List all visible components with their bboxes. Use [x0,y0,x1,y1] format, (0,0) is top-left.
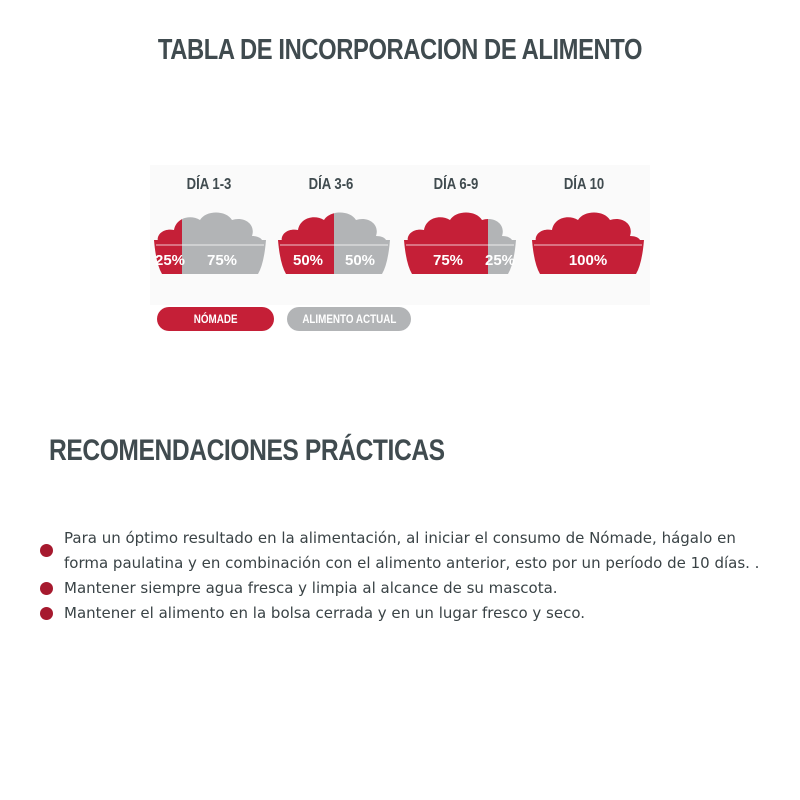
food-bowl-1 [150,208,270,278]
recommendation-text: Mantener el alimento en la bolsa cerrada y en un lugar fresco y seco. [64,604,586,622]
legend-alimento-actual: ALIMENTO ACTUAL [287,307,411,331]
pct-label-nomade: 75% [432,252,464,269]
pct-label-actual: 75% [206,252,238,269]
day-label-1: DÍA 1-3 [186,176,232,193]
list-item [40,526,780,576]
food-bowl-4 [528,208,648,278]
recommendation-text: Mantener siempre agua fresca y limpia al alcance de su mascota. [64,579,558,597]
pct-label-nomade: 100% [568,252,608,269]
legend-nomade: NÓMADE [157,307,274,331]
recommendation-list [40,526,780,626]
section-title: RECOMENDACIONES PRÁCTICAS [49,434,445,467]
bullet-icon [40,607,53,620]
pct-label-nomade: 25% [154,252,186,269]
recommendation-text: Para un óptimo resultado en la alimentación, al iniciar el consumo de Nómade, hágalo en forma paulatina y en combinación con el alimento anterior, esto por un período de 10 días. . [64,529,760,572]
bullet-icon [40,582,53,595]
day-label-4: DÍA 10 [563,176,605,193]
list-item [40,576,780,601]
food-bowl-3 [400,208,520,278]
pct-label-actual: 50% [344,252,376,269]
pct-label-nomade: 50% [292,252,324,269]
page-title: TABLA DE INCORPORACION DE ALIMENTO [157,34,643,66]
pct-label-actual: 25% [484,252,516,269]
day-label-3: DÍA 6-9 [433,176,479,193]
day-label-2: DÍA 3-6 [308,176,354,193]
list-item [40,601,780,626]
bullet-icon [40,544,53,557]
food-bowl-2 [274,208,394,278]
